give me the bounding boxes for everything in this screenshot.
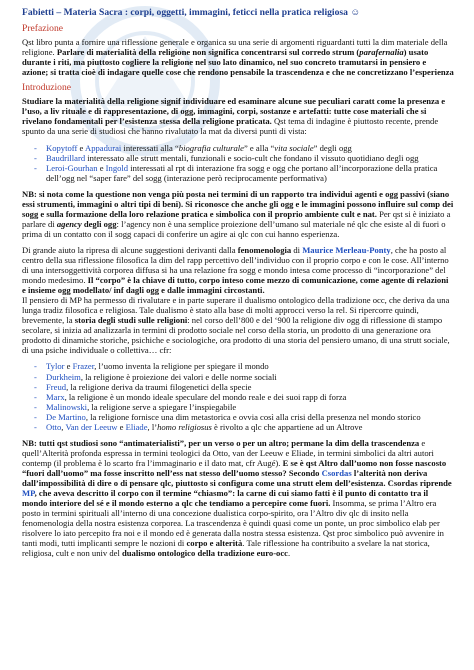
text-run: , [61, 421, 66, 432]
text-run: ” e alla “ [243, 142, 275, 153]
prefazione-paragraph [22, 37, 454, 77]
list-item [36, 361, 454, 371]
intro-paragraph-2 [22, 245, 454, 356]
author-link[interactable]: MP [22, 488, 35, 499]
bold-run: Parlare di materialità della religione non significa concentrarsi sul corredo strum ( [56, 47, 360, 58]
list-item [36, 392, 454, 402]
author-link[interactable]: Van der Leeuw [65, 421, 118, 432]
text-run: : l’agency non è una semplice proiezione dell’umano sul materiale né qlc che esiste al di fuori o prima di un contatto con il sogg capaci di conferire un agire ai qlc con cui hanno esperienza. [22, 218, 446, 239]
list-item [36, 153, 454, 163]
text-run: di [291, 244, 303, 255]
list-item [36, 143, 454, 153]
list-item [36, 412, 454, 422]
author-link[interactable]: Marx [46, 391, 65, 402]
bold-run: dualismo ontologico della tradizione euro-occ [122, 548, 288, 559]
author-link[interactable]: Kopytoff [46, 142, 78, 153]
section-heading-introduzione: Introduzione [22, 82, 72, 94]
text-run: Insomma, se prima l’Altro era posto in termini spirituali all’interno di una concezione dualistica corpo-spirito, ora l’Altro div qlc di insito nella fenomenologia della nostra esistenza corporea. La trascendenza è quindi quasi come un ponte, un proc simbolico elab per risolvere lo iato percepito fra noi e il mondo ed è generata dalla nostra stessa esistenza. [22, 498, 440, 539]
text-run: Il pensiero di MP ha permesso di rivalutare e in parte superare il dualismo ontologico della tradizione occ, che deriva da una lunga tradiz filosofica e religiosa. Tale dualismo è stato alla base di molti approcci verso la rel. Si ripercorre quindi, brevemente, la [22, 295, 450, 326]
author-link[interactable]: Csordas [319, 467, 352, 478]
author-link[interactable]: Malinowski [46, 401, 88, 412]
scholars-list-2 [22, 361, 454, 431]
italic-run: vita sociale [274, 142, 314, 153]
italic-run: parafernalia [359, 47, 404, 58]
author-link[interactable]: Leroi-Gourhan [46, 162, 98, 173]
author-link[interactable]: Maurice Merleau-Ponty [302, 244, 391, 255]
bold-run: Il “corpo” è la chiave di tutto, corpo inteso come mezzo di comunicazione, come agente di relazioni e insieme ogg modellato/ inf dagli ogg e dalle immagini circostanti. [22, 275, 449, 296]
author-link[interactable]: Durkheim [46, 371, 81, 382]
author-link[interactable]: Appadurai [85, 142, 122, 153]
nb-paragraph-1 [22, 189, 454, 239]
italic-run: homo religiosus [157, 421, 212, 432]
list-item [36, 402, 454, 412]
list-item [36, 372, 454, 382]
text-run: , la religione è un mondo ideale speculare del mondo reale e dei suoi rapp di forza [64, 391, 347, 402]
author-link[interactable]: Baudrillard [46, 152, 86, 163]
text-run: , la religione fornisce una dim metastorica e ovvia così alla crisi della presenza nel mondo storico [85, 411, 421, 422]
author-link[interactable]: Ingold [105, 162, 129, 173]
nb-paragraph-2 [22, 438, 454, 559]
bold-run: , che aveva descritto il corpo con il termine “chiasmo”: la carne di cui siamo fatti è il punto di contatto tra il mondo interiore del sé e il mondo esterno a qlc che tendiamo a percepire come fuori. [22, 488, 429, 509]
text-run: e [77, 142, 85, 153]
bold-run: E se è qst Altro dall’uomo non fosse nascosto “fuori dall’uomo” ma fosse inscritto nell’ess nat stesso dell’uomo stesso? Secondo [22, 457, 447, 478]
section-heading-prefazione: Prefazione [22, 23, 64, 35]
author-link[interactable]: Otto [46, 421, 62, 432]
text-run: è rivolto a qlc che appartiene ad un Altrove [211, 421, 363, 432]
bold-run: ) usato durante i riti, ma piuttosto cogliere la religione nel suo lato dinamico, nel suo concreto tramutarsi in pensiero e azione; si tratta cioè di indagare quelle cose che rendono pensabile la trascendenza e che ne concretizzano l’esperienza [22, 47, 454, 78]
bold-run: l’alterità non deriva dall’impossibilità di dire o di pensare qlc, piuttosto si configura come una strutt elem dell’esistenza. Csordas riprende [22, 467, 452, 488]
italic-run: agency [56, 218, 82, 229]
text-run: e [64, 361, 73, 372]
document-title: Fabietti – Materia Sacra : corpi, oggetti, immagini, feticci nella pratica religiosa ☺ [22, 7, 361, 18]
author-link[interactable]: De Martino [46, 411, 86, 422]
text-run: Qst tema di indagine è piuttosto recente, prende spunto da una serie di studiosi che hanno rivalutato la mat da diversi punti di vista: [22, 116, 439, 137]
text-run: Qst proc simbolico può avvenire in tanti modi, tutti implicanti sempre le nozioni di [22, 528, 444, 549]
intro-paragraph-1 [22, 96, 454, 136]
text-run: interessati alla “ [121, 142, 179, 153]
bold-run: NB: si nota come la questione non venga più posta nei termini di un rapporto tra individui agenti e ogg passivi (siano essi strumenti, immagini o altri tipi di beni). Si riconosce che anche gli ogg e le immagini possono influire sul comp dei sogg e sulla formazione della loro relazione pratica e simbolica con il proprio ambiente cult e nat. [22, 188, 454, 219]
text-run: ” degli ogg [313, 142, 352, 153]
list-item [36, 382, 454, 392]
text-run: Di grande aiuto la ripresa di alcune suggestioni derivanti dalla [22, 244, 238, 255]
bold-run: degli ogg [81, 218, 117, 229]
author-link[interactable]: Frazer [72, 361, 95, 372]
text-run: , che ha posto al centro della sua riflessione filosofica la dim del rapp percettivo dell’individuo con il proprio corpo e con le cose. All’interno di una intersoggettività corporea diffusa si ha una relazione fra sogg e mondo intesa come processo di “incorporazione” del mondo medesimo. [22, 244, 449, 286]
bold-run: Studiare la materialità della religione signif individuare ed esaminare alcune sue peculiari caratt come la presenza e l’uso, a liv rituale e di rappresentazione, di ogg, immagini, corpi, sostanze e artefatti: tutte cose materiali che si rivelano fondamentali per l’esistenza stessa della religione praticata. [22, 96, 446, 127]
text-run: , la religione deriva da traumi filogenetici della specie [66, 381, 252, 392]
bold-run: fenomenologia [237, 244, 292, 255]
text-run: e quell’Alterità profonda espressa in termini teologici da Otto, van der Leeuw e Eliade, in termini simbolici da altri autori contemp (il problema è lo scarto fra l’immaginario e il dato mat, cfr Augé). [22, 437, 434, 468]
text-run: interessati al rpt di interazione fra sogg e ogg che portano all’incorporazione della pratica dell’ogg nel “saper fare” del sogg (interazione però reciprocamente performativa) [46, 162, 438, 183]
text-run: . [287, 548, 291, 559]
text-run: : nel corso dell’800 e del ‘900 la religione div ogg di riflessione di stampo secolare, si inizia ad analizzarla in termini di prodotto sociale nel corso della storia, un prodotto di una generazione ora prodotto di dinamiche storiche, psichiche e sociologiche, ora prodotto di una storia del pensiero umano, di una strutt sociale, di una psiche individuale o collettiva… cfr: [22, 315, 450, 356]
list-item [36, 163, 454, 183]
text-run: , la religione serve a spiegare l’inspiegabile [87, 401, 237, 412]
text-run: e [117, 421, 126, 432]
text-run: Qst libro punta a fornire una riflessione generale e organica su una serie di argomenti riguardanti tutti la dim materiale della religione. [22, 37, 448, 58]
bold-run: storia degli studi sulle religioni [74, 315, 188, 326]
bold-run: corpo e alterità [186, 538, 243, 549]
document-page [22, 6, 454, 564]
text-run: interessato alle strutt mentali, funzionali e socio-cult che fondano il vissuto quotidiano degli ogg [85, 152, 419, 163]
bold-run: NB: tutti qst studiosi sono “antimaterialisti”, per un verso o per un altro; permane la dim della trascendenza [22, 437, 420, 448]
text-run: , la religione è proiezione dei valori e delle norme sociali [80, 371, 277, 382]
text-run: , l’uomo inventa la religione per spiegare il mondo [94, 361, 269, 372]
author-link[interactable]: Eliade [125, 421, 148, 432]
text-run: . Tale riflessione ha contribuito a svelare la nat storica, religiosa, cult e non univ del [22, 538, 430, 559]
author-link[interactable]: Freud [46, 381, 67, 392]
scholars-list-1 [22, 143, 454, 183]
text-run: Per qst si è iniziato a parlare di [22, 208, 451, 229]
list-item [36, 422, 454, 432]
italic-run: biografia culturale [178, 142, 244, 153]
text-run: , l’ [147, 421, 158, 432]
author-link[interactable]: Tylor [46, 361, 65, 372]
text-run: e [97, 162, 106, 173]
